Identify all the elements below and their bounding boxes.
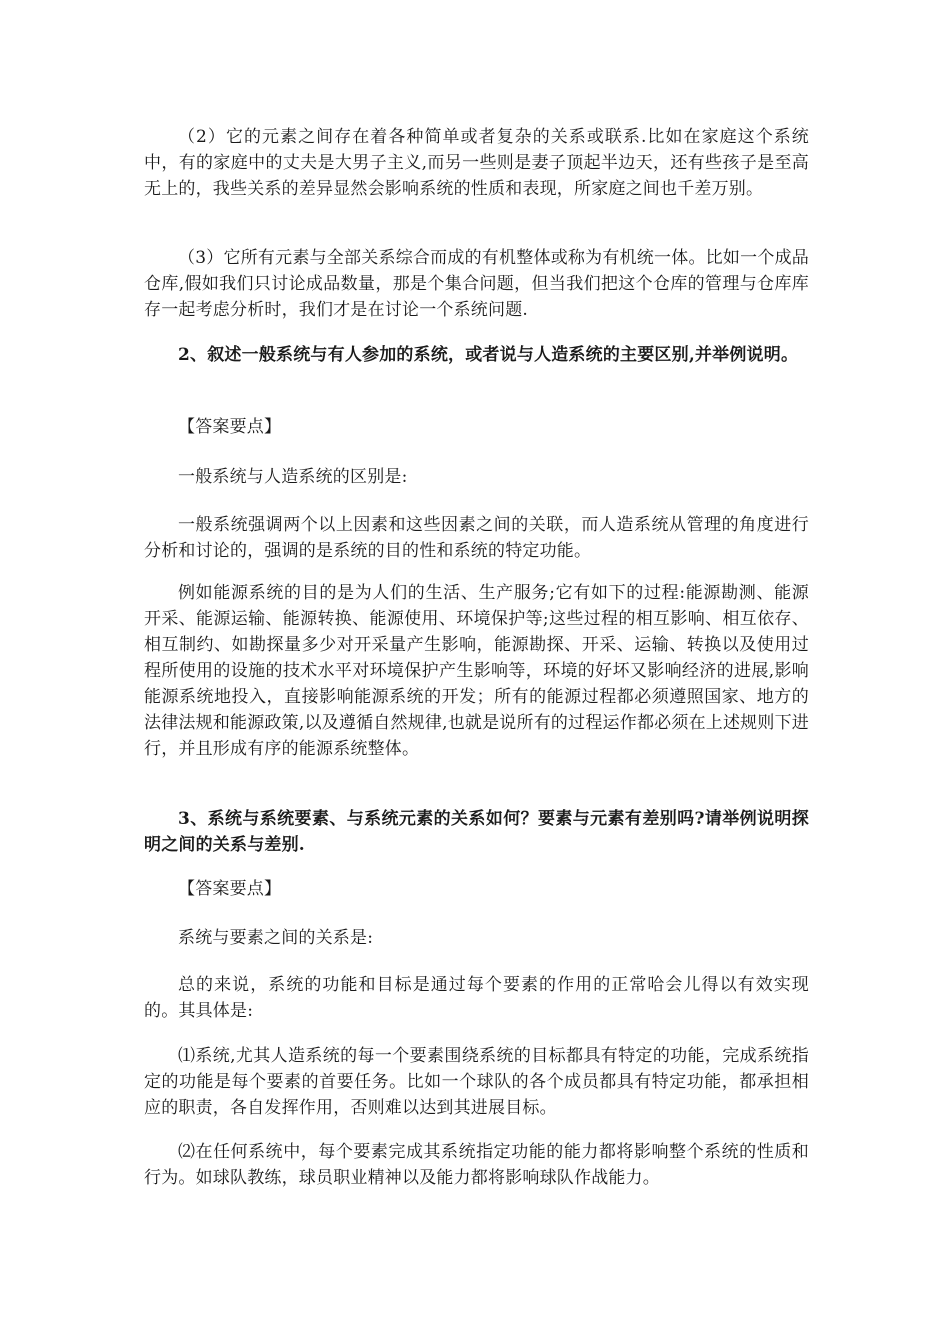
answer-paragraph-point-2: ⑵在任何系统中，每个要素完成其系统指定功能的能力都将影响整个系统的性质和行为。如球队教练，球员职业精神以及能力都将影响球队作战能力。 [144,1142,809,1188]
answer-paragraph-point-1: ⑴系统,尤其人造系统的每一个要素围绕系统的目标都具有特定的功能，完成系统指定的功能是每个要素的首要任务。比如一个球队的各个成员都具有特定功能，都承担相应的职责，各自发挥作用，否则难以达到其进展目标。 [144,1046,809,1118]
question-3-heading: 3、系统与系统要素、与系统元素的关系如何？要素与元素有差别吗?请举例说明探明之间的关系与差别. [144,809,809,855]
answer-label-q3: 【答案要点】 [178,879,282,899]
paragraph-organic-whole: （3）它所有元素与全部关系综合而成的有机整体或称为有机统一体。比如一个成品仓库,假如我们只讨论成品数量，那是个集合问题，但当我们把这个仓库的管理与仓库库存一起考虑分析时，我们才是在讨论一个系统问题. [144,248,809,320]
answer-intro-q3: 系统与要素之间的关系是: [178,928,374,948]
answer-paragraph-overall: 总的来说，系统的功能和目标是通过每个要素的作用的正常哈会儿得以有效实现的。其具体是: [144,975,809,1021]
paragraph-element-relations: （2）它的元素之间存在着各种简单或者复杂的关系或联系.比如在家庭这个系统中，有的家庭中的丈夫是大男子主义,而另一些则是妻子顶起半边天，还有些孩子是至高无上的，我些关系的差异显然会影响系统的性质和表现，所家庭之间也千差万别。 [144,127,809,199]
answer-label-q2: 【答案要点】 [178,417,282,437]
answer-paragraph-energy-example: 例如能源系统的目的是为人们的生活、生产服务;它有如下的过程:能源勘测、能源开采、能源运输、能源转换、能源使用、环境保护等;这些过程的相互影响、相互依存、相互制约、如勘探量多少对开采量产生影响，能源勘探、开采、运输、转换以及使用过程所使用的设施的技术水平对环境保护产生影响等，环境的好坏又影响经济的进展,影响能源系统地投入，直接影响能源系统的开发；所有的能源过程都必须遵照国家、地方的法律法规和能源政策,以及遵循自然规律,也就是说所有的过程运作都必须在上述规则下进行，并且形成有序的能源系统整体。 [144,583,809,759]
answer-intro-q2: 一般系统与人造系统的区别是: [178,467,408,487]
answer-paragraph-general-vs-manmade: 一般系统强调两个以上因素和这些因素之间的关联，而人造系统从管理的角度进行分析和讨论的，强调的是系统的目的性和系统的特定功能。 [144,515,809,561]
question-2-heading: 2、叙述一般系统与有人参加的系统，或者说与人造系统的主要区别,并举例说明。 [178,345,799,365]
